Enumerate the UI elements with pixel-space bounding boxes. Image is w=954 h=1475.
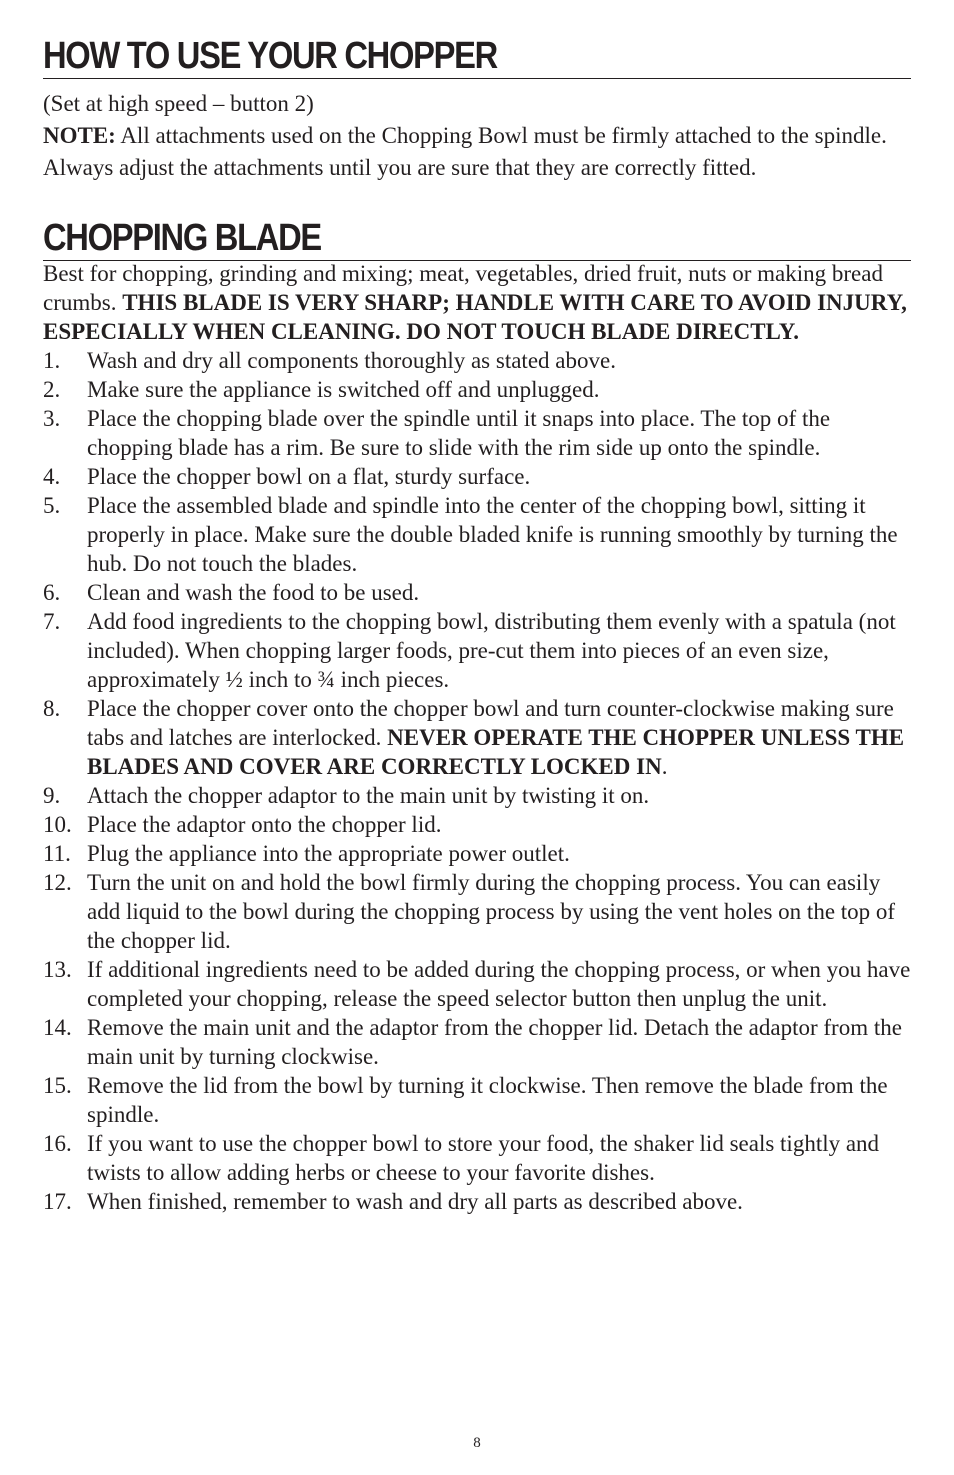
step-tail: . [661,754,668,779]
step-number: 5. [43,493,61,518]
step-number: 15. [43,1073,72,1098]
note-paragraph [43,120,911,184]
how-to-use-section [43,34,911,184]
list-item [43,1187,911,1216]
note-text: All attachments used on the Chopping Bowl must be firmly attached to the spindle. Always adjust the attachments until you are sure that they are correctly fitted. [43,123,887,180]
list-item [43,1013,911,1071]
manual-page [43,34,911,1216]
step-text: Add food ingredients to the chopping bowl, distributing them evenly with a spatula (not included). When chopping larger foods, pre-cut them into pieces of an even size, approximately ½ inch to ¾ inch pieces. [87,609,896,692]
step-number: 2. [43,377,61,402]
step-text: Place the chopper bowl on a flat, sturdy surface. [87,464,531,489]
step-number: 13. [43,957,72,982]
step-number: 16. [43,1131,72,1156]
step-text: Place the assembled blade and spindle into the center of the chopping bowl, sitting it properly in place. Make sure the double bladed knife is running smoothly by turning the hub. Do not touch the blades. [87,493,898,576]
step-text: Remove the main unit and the adaptor from the chopper lid. Detach the adaptor from the main unit by turning clockwise. [87,1015,902,1069]
step-number: 6. [43,580,61,605]
step-number: 14. [43,1015,72,1040]
step-number: 8. [43,696,61,721]
step-number: 7. [43,609,61,634]
step-number: 11. [43,841,71,866]
step-text: Plug the appliance into the appropriate power outlet. [87,841,570,866]
how-to-use-body [43,88,911,184]
note-label: NOTE: [43,123,116,148]
list-item [43,781,911,810]
step-text: If you want to use the chopper bowl to store your food, the shaker lid seals tightly and twists to allow adding herbs or cheese to your favorite dishes. [87,1131,880,1185]
step-text: If additional ingredients need to be added during the chopping process, or when you have completed your chopping, release the speed selector button then unplug the unit. [87,957,911,1011]
step-text: Attach the chopper adaptor to the main unit by twisting it on. [87,783,650,808]
list-item [43,955,911,1013]
step-text: Wash and dry all components thoroughly as stated above. [87,348,616,373]
step-text: Place the chopping blade over the spindle until it snaps into place. The top of the chopping blade has a rim. Be sure to slide with the rim side up onto the spindle. [87,406,831,460]
page-number: 8 [473,1435,481,1451]
section-heading-how-to-use: HOW TO USE YOUR CHOPPER [43,35,497,77]
intro-text: Best for chopping, grinding and mixing; meat, vegetables, dried fruit, nuts or making bread crumbs. [43,261,883,315]
chopping-blade-intro [43,259,911,346]
heading-rule [43,78,911,79]
section-heading-chopping-blade: CHOPPING BLADE [43,217,321,259]
step-number: 4. [43,464,61,489]
list-item [43,1129,911,1187]
list-item [43,868,911,955]
step-text: Clean and wash the food to be used. [87,580,420,605]
step-number: 9. [43,783,61,808]
list-item [43,694,911,781]
list-item [43,1071,911,1129]
chopping-blade-section [43,216,911,1216]
list-item [43,607,911,694]
step-number: 1. [43,348,61,373]
step-number: 3. [43,406,61,431]
step-text: Place the chopper cover onto the chopper bowl and turn counter-clockwise making sure tabs and latches are interlocked. [87,696,894,750]
steps-list [43,346,911,1216]
step-text: Place the adaptor onto the chopper lid. [87,812,442,837]
list-item [43,462,911,491]
list-item [43,375,911,404]
safety-warning: THIS BLADE IS VERY SHARP; HANDLE WITH CARE TO AVOID INJURY, ESPECIALLY WHEN CLEANING. DO NOT TOUCH BLADE DIRECTLY. [43,290,907,344]
list-item [43,810,911,839]
step-warning: NEVER OPERATE THE CHOPPER UNLESS THE BLADES AND COVER ARE CORRECTLY LOCKED IN [87,725,905,779]
speed-setting-text: (Set at high speed – button 2) [43,91,314,116]
step-text: Remove the lid from the bowl by turning it clockwise. Then remove the blade from the spindle. [87,1073,888,1127]
list-item [43,346,911,375]
list-item [43,404,911,462]
step-text: Turn the unit on and hold the bowl firmly during the chopping process. You can easily add liquid to the bowl during the chopping process by using the vent holes on the top of the chopper lid. [87,870,896,953]
list-item [43,578,911,607]
list-item [43,839,911,868]
step-number: 12. [43,870,72,895]
step-number: 17. [43,1189,72,1214]
step-text: Make sure the appliance is switched off and unplugged. [87,377,600,402]
step-number: 10. [43,812,72,837]
step-text: When finished, remember to wash and dry all parts as described above. [87,1189,743,1214]
list-item [43,491,911,578]
